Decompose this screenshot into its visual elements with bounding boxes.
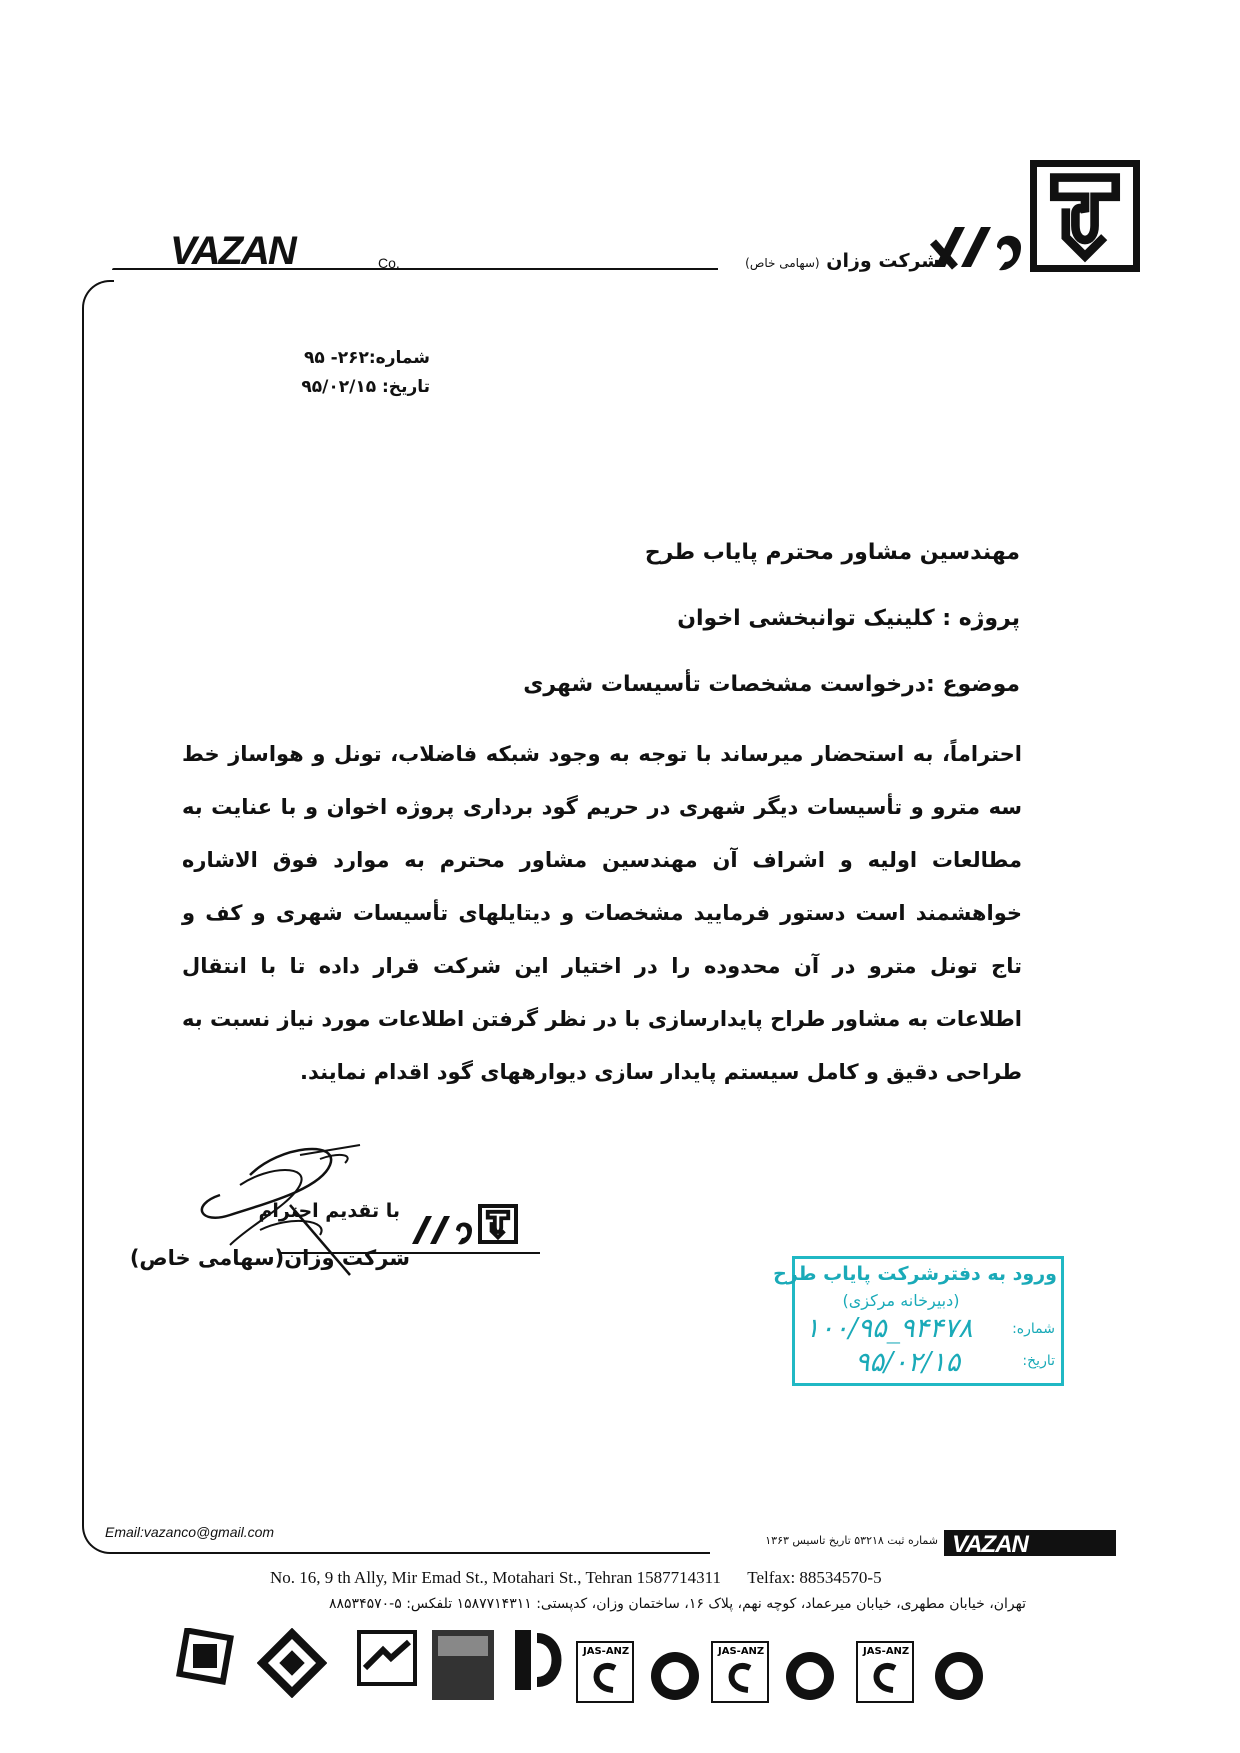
letter-body: احتراماً، به استحضار میرساند با توجه به وجود شبکه فاضلاب، تونل و هواساز خط سه مترو و تأسیسات دیگر شهری در حریم گود برداری پروژه اخوان و با عنایت به مطالعات اولیه و اشراف آن مهندسین مشاور محترم به موارد فوق الاشاره خواهشمند است دستور فرمایید مشخصات و دیتایلهای تأسیسات شهری و کف و تاج تونل مترو در آن محدوده را در اختیار این شرکت قرار داده تا با انتقال اطلاعات به مشاور طراح پایدارسازی با در نظر گرفتن اطلاعات مورد نیاز نسبت به طراحی دقیق و کامل سیستم پایدار سازی دیوارههای گود اقدام نمایند. [182,742,1022,1084]
project-line: پروژه : کلینیک توانبخشی اخوان [677,606,1020,631]
jas-anz-cert-2-icon [710,1628,850,1704]
letterhead-frame-top [112,268,718,270]
footer-email: Email:vazanco@gmail.com [105,1524,275,1540]
reference-number: شماره:۲۶۲- ۹۵ [303,348,430,368]
footer-brand-en: VAZAN [952,1531,1028,1556]
receipt-stamp [773,1256,1064,1386]
subject-line: موضوع :درخواست مشخصات تأسیسات شهری [523,672,1020,697]
company-logo-icon [1030,160,1140,272]
footer-rule [110,1552,710,1554]
company-name-fa [700,250,940,272]
jas-anz-cert-3-icon [855,1628,1005,1704]
vazan-footer-logotype-icon [944,1530,1116,1556]
stamp-date-label: تاریخ: [1022,1353,1055,1369]
reference-date: تاریخ: ۹۵/۰۲/۱۵ [301,377,430,397]
address-en-text: No. 16, 9 th Ally, Mir Emad St., Motahari St., Tehran 1587714311 [270,1568,722,1587]
building-logo-icon [430,1628,496,1702]
company-name: شرکت وزان [826,250,940,272]
letterhead-frame [82,280,114,1554]
handshake-logo-icon [355,1628,419,1688]
jas-anz-cert-1-icon [575,1628,715,1704]
registration-info: شماره ثبت ۵۳۲۱۸ تاریخ تاسیس ۱۳۶۳ [765,1534,938,1547]
association-logo-icon [175,1628,235,1698]
cert-label-2: JAS-ANZ [718,1646,765,1657]
stamp-number-value: ۱۰۰/۹۵_۹۴۴۷۸ [805,1313,973,1344]
stamp-title: ورود به دفترشرکت پایاب طرح [773,1263,1057,1285]
closing-regards: با تقدیم احترام [258,1200,400,1222]
iran-association-logo-icon [513,1628,565,1692]
cert-label-3: JAS-ANZ [863,1646,910,1657]
cert-label-1: JAS-ANZ [583,1646,630,1657]
telfax-en: Telfax: 88534570-5 [747,1568,882,1587]
brand-suffix: Co. [378,255,400,271]
reference-block [250,344,430,402]
signer-company: شرکت وزان(سهامی خاص) [129,1246,410,1270]
stamp-date-value: ۹۵/۰۲/۱۵ [855,1347,961,1378]
company-seal-icon [478,1204,518,1244]
certification-row [175,1628,1025,1720]
diamond-logo-icon [257,1628,327,1698]
company-type: (سهامی خاص) [745,256,820,270]
salutation: مهندسین مشاور محترم پایاب طرح [644,540,1020,565]
address-en [270,1568,882,1588]
stamp-number-label: شماره: [1012,1321,1055,1337]
brand-mark-icon [925,222,1025,272]
address-fa: تهران، خیابان مطهری، خیابان میرعماد، کوچه نهم، پلاک ۱۶، ساختمان وزان، کدپستی: ۱۵۸۷۷۱۴۳۱۱ تلفکس: ۵-۸۸۵۳۴۵۷۰ [329,1596,1026,1612]
brand-en: VAZAN [170,229,295,273]
seal-brand-mark-icon [408,1214,474,1246]
stamp-subtitle: (دبیرخانه مرکزی) [842,1291,960,1310]
